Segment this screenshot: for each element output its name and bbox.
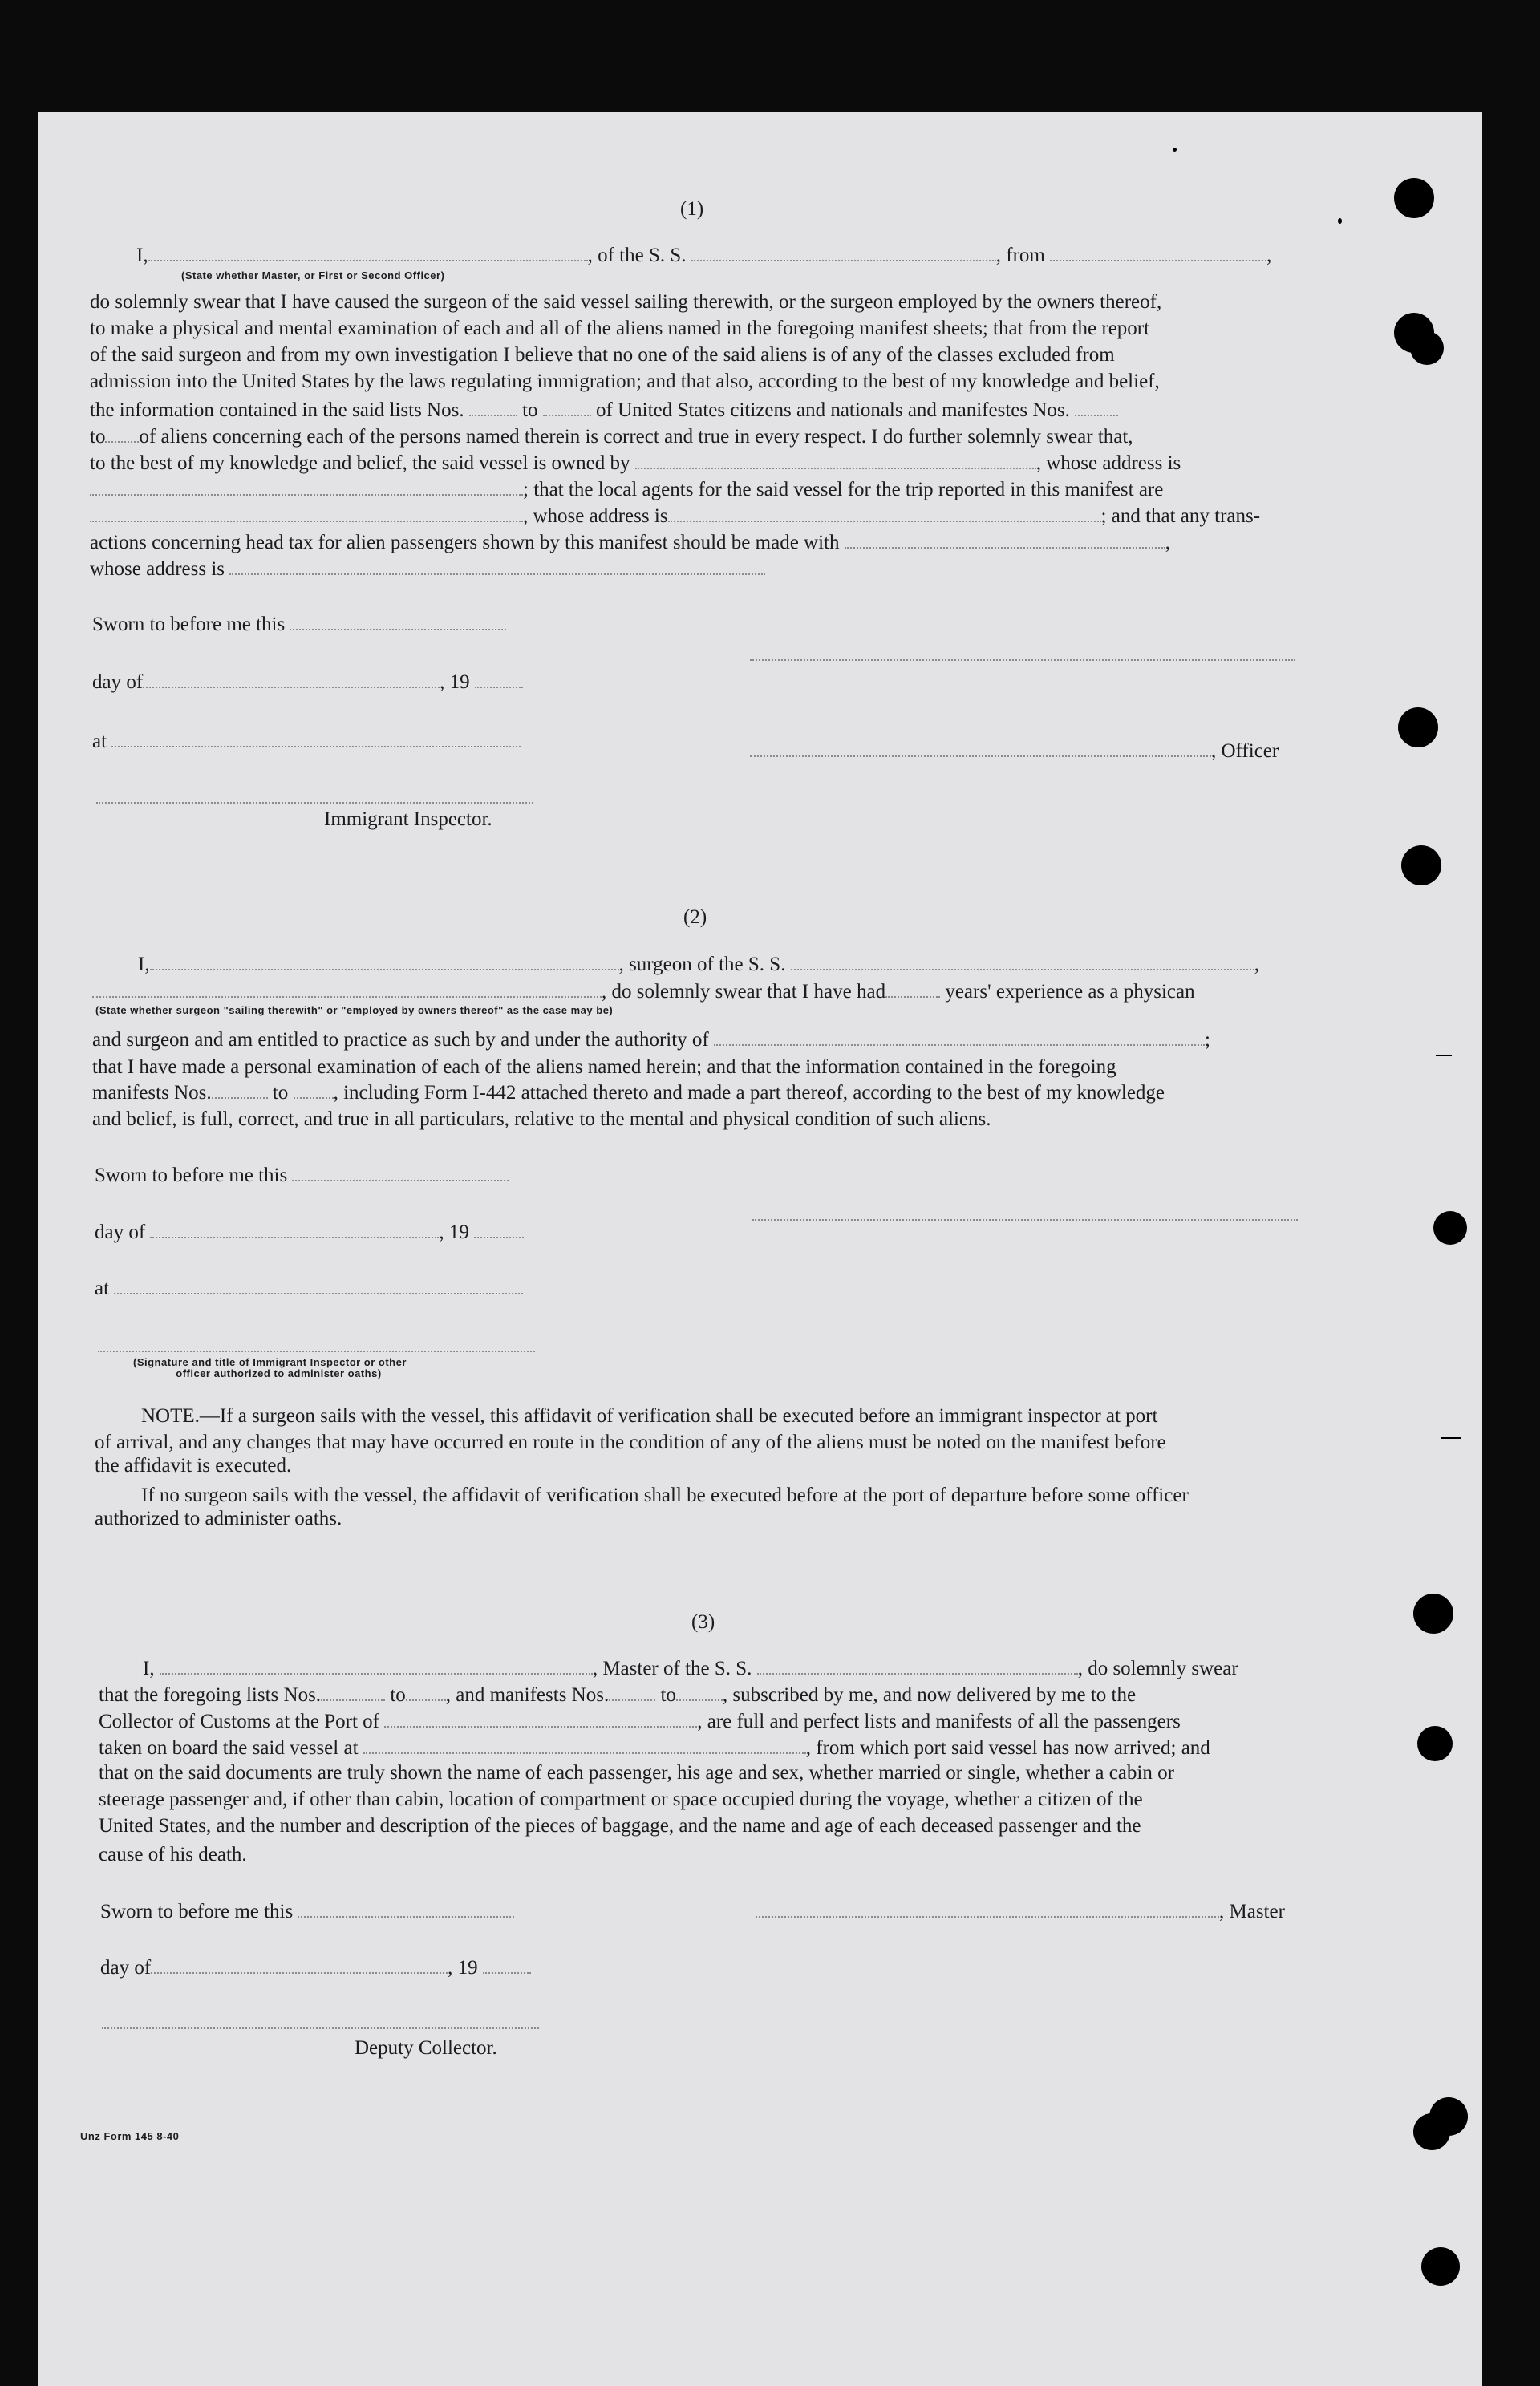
s2-intro: I,: [138, 954, 150, 975]
s1-line-11: [90, 559, 765, 579]
s3-line: that on the said documents are truly shown the name of each passenger, his age and sex, whether married or single, whether a cabin or: [99, 1762, 1174, 1784]
s1-head-tax-address-blank[interactable]: [229, 559, 765, 575]
s1-local-agents-text: ; that the local agents for the said vessel for the trip reported in this manifest are: [523, 479, 1164, 500]
s3-sworn-blank[interactable]: [298, 1902, 514, 1918]
s2-surgeon-of-label: , surgeon of the S. S.: [618, 954, 786, 975]
s2-note2-line: If no surgeon sails with the vessel, the affidavit of verification shall be executed before at the port of departure before some officer: [141, 1485, 1189, 1506]
s3-last-line: cause of his death.: [99, 1844, 247, 1865]
s1-day-of-label: day of: [92, 671, 144, 693]
s1-line-7: [90, 453, 1181, 473]
s2-authority-label: and surgeon and am entitled to practice as such by and under the authority of: [92, 1029, 709, 1051]
s3-subscribed-text: , subscribed by me, and now delivered by me to the: [722, 1684, 1137, 1706]
s2-sworn-line: [95, 1165, 509, 1185]
s3-day-blank[interactable]: [151, 1958, 448, 1974]
s1-of-the-ss: , of the S. S.: [587, 245, 687, 266]
s1-officer-title-blank[interactable]: [148, 245, 588, 261]
s3-list-to-blank[interactable]: [406, 1685, 446, 1701]
s2-sworn-label: Sworn to before me this: [95, 1165, 288, 1186]
s3-manifests-label: , and manifests Nos.: [445, 1684, 610, 1706]
s1-vessel-name-blank[interactable]: [691, 245, 996, 261]
s2-signature-caption-line: (Signature and title of Immigrant Inspector or other: [133, 1356, 407, 1368]
s1-owner-blank[interactable]: [635, 453, 1036, 469]
s3-to-label: to: [390, 1684, 406, 1706]
s2-line-4: that I have made a personal examination of each of the aliens named herein; and that the information contained in the foregoing: [92, 1056, 1116, 1078]
s2-inspector-signature-line[interactable]: [98, 1351, 535, 1352]
s3-master-line: [756, 1902, 1285, 1922]
s1-whose-address-label: , whose address is: [1035, 452, 1181, 474]
s2-surgeon-caption: (State whether surgeon "sailing therewith" or "employed by owners thereof" as the case may be): [95, 1004, 614, 1016]
s3-lists-label: that the foregoing lists Nos.: [99, 1684, 322, 1706]
s1-line-8: [90, 480, 1163, 500]
s2-semicolon: ;: [1205, 1029, 1210, 1051]
s1-manifests-label: of United States citizens and nationals and manifestes Nos.: [596, 399, 1070, 421]
s2-years-blank[interactable]: [886, 982, 940, 998]
s1-from: , from: [995, 245, 1045, 266]
s2-line-5: [92, 1083, 1165, 1103]
s2-at-line: [95, 1278, 523, 1298]
s1-year-blank[interactable]: [475, 672, 523, 688]
s3-swear-label: , do solemnly swear: [1077, 1658, 1238, 1679]
s3-line-3: [99, 1712, 1181, 1732]
s1-line-9: [90, 506, 1260, 526]
s1-port-blank[interactable]: [1050, 245, 1266, 261]
s1-sworn-line: [92, 614, 506, 634]
s2-line-4-block: [92, 1054, 1299, 1080]
s1-line: do solemnly swear that I have caused the surgeon of the said vessel sailing therewith, or the surgeon employed by the owners thereof,: [90, 291, 1162, 313]
s1-sworn-label: Sworn to before me this: [92, 614, 286, 635]
section-1-number: (1): [680, 198, 704, 220]
punch-hole: [1410, 331, 1444, 365]
s1-agents-blank[interactable]: [90, 506, 523, 522]
s1-year-label: , 19: [440, 671, 470, 693]
s2-line-3: [92, 1030, 1210, 1050]
s3-lists-text: , are full and perfect lists and manifests of all the passengers: [697, 1711, 1181, 1732]
s1-transactions-text: ; and that any trans-: [1100, 505, 1261, 527]
s1-whose-address-label: whose address is: [90, 558, 225, 580]
s2-manifest-to-blank[interactable]: [294, 1083, 334, 1099]
s1-line-6: [90, 427, 1133, 447]
s1-at-blank[interactable]: [111, 731, 521, 747]
s2-surgeon-name-blank[interactable]: [150, 954, 619, 970]
s1-to-label: to: [522, 399, 538, 421]
s1-lists-label: the information contained in the said lists Nos.: [90, 399, 464, 421]
s1-officer-label: , Officer: [1211, 740, 1279, 762]
s2-year-blank[interactable]: [474, 1222, 524, 1238]
s3-manifest-from-blank[interactable]: [609, 1685, 655, 1701]
s1-manifest-to-blank[interactable]: [105, 427, 139, 443]
s2-note-paragraph-cont: [95, 1429, 1301, 1456]
s3-day-of-label: day of: [100, 1957, 152, 1979]
s1-list-to-blank[interactable]: [543, 400, 591, 416]
s3-port-blank[interactable]: [384, 1712, 697, 1728]
s3-year-label: , 19: [448, 1957, 478, 1979]
s2-years-label: years' experience as a physican: [945, 981, 1195, 1003]
s1-inspector-signature-line[interactable]: [96, 802, 533, 804]
s2-day-blank[interactable]: [150, 1222, 439, 1238]
speck: [1338, 218, 1342, 224]
s2-to-label: to: [272, 1082, 289, 1104]
s2-authority-blank[interactable]: [714, 1030, 1205, 1046]
s1-officer-blank[interactable]: [750, 741, 1211, 757]
s3-year-blank[interactable]: [483, 1958, 531, 1974]
s1-whose-address-label: , whose address is: [523, 505, 668, 527]
s3-master-signature-blank[interactable]: [756, 1902, 1219, 1918]
s2-sworn-blank[interactable]: [292, 1165, 509, 1181]
s2-day-of-label: day of: [95, 1221, 146, 1243]
punch-hole: [1433, 1211, 1467, 1245]
s1-at-line: [92, 731, 521, 751]
s2-form-text: , including Form I-442 attached thereto and made a part thereof, according to the best of my knowledge: [333, 1082, 1165, 1104]
speck: [1173, 148, 1177, 152]
punch-hole: [1398, 707, 1438, 747]
s1-signature-line[interactable]: [750, 659, 1295, 661]
s2-manifest-from-blank[interactable]: [212, 1083, 268, 1099]
s3-collector-signature-line[interactable]: [102, 2027, 539, 2029]
s1-paragraph: [90, 289, 1299, 395]
s1-line: of the said surgeon and from my own investigation I believe that no one of the said aliens is of any of the classes excluded from: [90, 344, 1115, 366]
s1-at-label: at: [92, 731, 107, 752]
s2-note-line: NOTE.—If a surgeon sails with the vessel, this affidavit of verification shall be executed before an immigrant inspector at port: [141, 1405, 1158, 1427]
s2-note-paragraph: [95, 1403, 1301, 1429]
s3-departure-port-blank[interactable]: [363, 1738, 806, 1754]
s1-sworn-blank[interactable]: [290, 614, 506, 630]
s2-swear-line: [92, 982, 1195, 1002]
s1-comma: ,: [1266, 245, 1272, 266]
s2-line-6: and belief, is full, correct, and true in all particulars, relative to the mental and physical condition of such aliens.: [92, 1108, 991, 1130]
punch-hole: [1394, 178, 1434, 218]
s1-line-10: [90, 533, 1170, 553]
s1-officer-line: [750, 741, 1279, 761]
s3-to-label: to: [660, 1684, 676, 1706]
s2-signature-caption-line: officer authorized to administer oaths): [176, 1367, 382, 1379]
s1-owner-address-blank[interactable]: [90, 480, 523, 496]
s3-sworn-label: Sworn to before me this: [100, 1901, 294, 1922]
form-number: Unz Form 145 8-40: [80, 2130, 180, 2142]
s1-comma: ,: [1165, 532, 1170, 553]
s1-day-line: [92, 672, 523, 692]
s3-line: United States, and the number and description of the pieces of baggage, and the name and age of each deceased passenger and the: [99, 1815, 1141, 1837]
s2-at-blank[interactable]: [114, 1278, 523, 1294]
s1-agents-address-blank[interactable]: [668, 506, 1101, 522]
s2-comma: ,: [1254, 954, 1259, 975]
s2-note-last: the affidavit is executed.: [95, 1455, 292, 1477]
s2-signature-caption: [133, 1357, 407, 1379]
s1-line-5: [90, 400, 1118, 420]
s3-line-2: [99, 1685, 1136, 1705]
s3-port-label: Collector of Customs at the Port of: [99, 1711, 379, 1732]
s3-master-name-blank[interactable]: [160, 1659, 593, 1675]
s2-note2-paragraph: [95, 1482, 1301, 1509]
s1-head-tax-text: actions concerning head tax for alien passengers shown by this manifest should be made with: [90, 532, 840, 553]
punch-hole: [1401, 845, 1441, 885]
s2-opening-line: [138, 954, 1259, 974]
s3-intro: I,: [143, 1658, 155, 1679]
speck: [1441, 1437, 1461, 1439]
s3-collector-label: Deputy Collector.: [355, 2037, 497, 2059]
s1-manifest-from-blank[interactable]: [1075, 400, 1118, 416]
s3-arrived-text: , from which port said vessel has now arrived; and: [805, 1737, 1210, 1759]
s3-list-from-blank[interactable]: [321, 1685, 385, 1701]
s3-master-label: , Master: [1219, 1901, 1285, 1922]
speck: [1436, 1055, 1452, 1056]
s1-intro: I,: [136, 245, 148, 266]
s3-opening-line: [143, 1659, 1238, 1679]
s1-day-blank[interactable]: [143, 672, 440, 688]
s2-vessel-name-blank[interactable]: [791, 954, 1254, 970]
s2-year-label: , 19: [439, 1221, 469, 1243]
s2-note-line: of arrival, and any changes that may have occurred en route in the condition of any of the aliens must be noted on the manifest before: [95, 1432, 1166, 1453]
s3-paragraph: [99, 1760, 1302, 1839]
s1-inspector-label: Immigrant Inspector.: [324, 808, 492, 830]
s2-at-label: at: [95, 1278, 110, 1299]
s2-signature-line[interactable]: [752, 1219, 1298, 1221]
s1-officer-caption: (State whether Master, or First or Second Officer): [181, 269, 445, 282]
s3-taken-label: taken on board the said vessel at: [99, 1737, 359, 1759]
s1-aliens-text: of aliens concerning each of the persons named therein is correct and true in every respect. I do further solemnly swear that,: [139, 426, 1133, 448]
s3-day-line: [100, 1958, 531, 1978]
s3-line-4: [99, 1738, 1210, 1758]
s2-note2-last: authorized to administer oaths.: [95, 1508, 342, 1529]
s1-list-from-blank[interactable]: [469, 400, 517, 416]
section-2-number: (2): [683, 906, 707, 928]
punch-hole: [1421, 2247, 1460, 2286]
s3-sworn-line: [100, 1902, 514, 1922]
s2-surgeon-type-blank[interactable]: [92, 982, 602, 998]
s2-manifests-label: manifests Nos.: [92, 1082, 212, 1104]
punch-hole: [1413, 1594, 1453, 1634]
s3-vessel-name-blank[interactable]: [757, 1659, 1078, 1675]
punch-hole: [1417, 1726, 1453, 1761]
s2-swear-label: , do solemnly swear that I have had: [602, 981, 886, 1003]
s3-master-of-label: , Master of the S. S.: [592, 1658, 752, 1679]
s3-line: steerage passenger and, if other than cabin, location of compartment or space occupied during the voyage, whether a citizen of the: [99, 1788, 1143, 1810]
s3-manifest-to-blank[interactable]: [676, 1685, 723, 1701]
s1-opening-line: [136, 245, 1271, 265]
s2-day-line: [95, 1222, 524, 1242]
punch-hole: [1413, 2113, 1450, 2150]
s1-to-label: to: [90, 426, 106, 448]
section-3-number: (3): [691, 1611, 715, 1633]
s1-owned-by-label: to the best of my knowledge and belief, the said vessel is owned by: [90, 452, 630, 474]
s1-head-tax-agent-blank[interactable]: [845, 533, 1165, 549]
s1-line: admission into the United States by the laws regulating immigration; and that also, according to the best of my knowledge and belief,: [90, 371, 1160, 392]
s1-line: to make a physical and mental examination of each and all of the aliens named in the foregoing manifest sheets; that from the report: [90, 318, 1150, 339]
